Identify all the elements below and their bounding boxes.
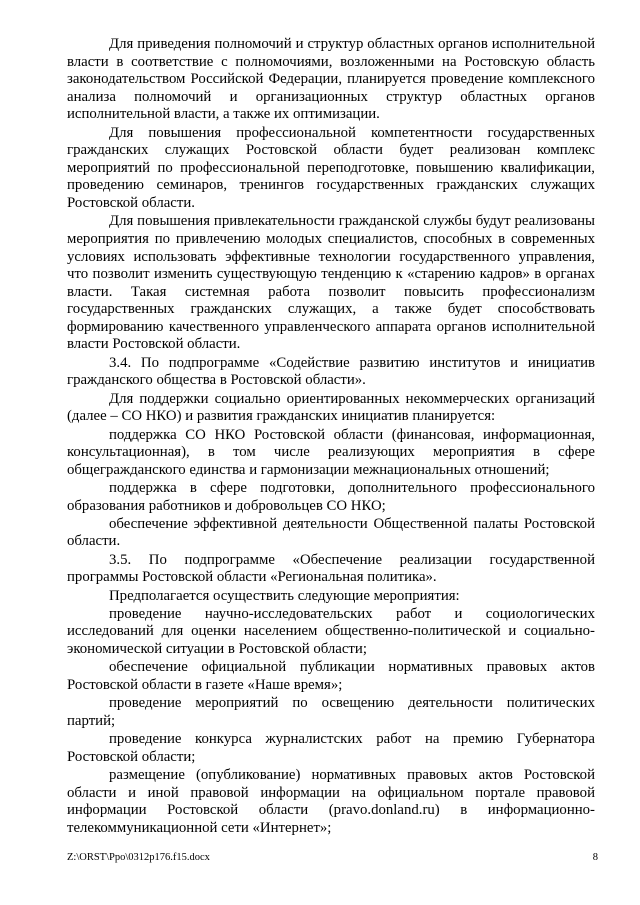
list-item: обеспечение официальной публикации нормативных правовых актов Ростовской области в газете «Наше время»; bbox=[67, 659, 595, 693]
footer-file-path: Z:\ORST\Ppo\0312p176.f15.docx bbox=[67, 852, 210, 863]
list-item: проведение мероприятий по освещению деятельности политических партий; bbox=[67, 695, 595, 729]
list-item: поддержка в сфере подготовки, дополнительного профессионального образования работников и добровольцев СО НКО; bbox=[67, 479, 595, 514]
section-heading-3-5: 3.5. По подпрограмме «Обеспечение реализации государственной программы Ростовской области «Региональная политика». bbox=[67, 551, 595, 586]
list-item: обеспечение эффективной деятельности Общественной палаты Ростовской области. bbox=[67, 515, 595, 550]
list-item: проведение конкурса журналистских работ на премию Губернатора Ростовской области; bbox=[67, 731, 595, 765]
section-heading-3-4: 3.4. По подпрограмме «Содействие развитию институтов и инициатив гражданского общества в Ростовской области». bbox=[67, 354, 595, 389]
list-item: размещение (опубликование) нормативных правовых актов Ростовской области и иной правовой информации на официальном портале правовой информации Ростовской области (pravo.donland.ru) в информационно-телекоммуникационной сети «Интернет»; bbox=[67, 766, 595, 836]
paragraph: Предполагается осуществить следующие мероприятия: bbox=[109, 587, 460, 604]
document-body bbox=[67, 36, 595, 838]
paragraph: Для поддержки социально ориентированных некоммерческих организаций (далее – СО НКО) и развития гражданских инициатив планируется: bbox=[67, 390, 595, 425]
page-number: 8 bbox=[592, 852, 598, 863]
list-item: поддержка СО НКО Ростовской области (финансовая, информационная, консультационная), в том числе реализующих мероприятия в сфере общегражданского единства и гармонизации межнациональных отношений; bbox=[67, 426, 595, 478]
list-item: проведение научно-исследовательских работ и социологических исследований для оценки населением общественно-политической и социально-экономической ситуации в Ростовской области; bbox=[67, 605, 595, 658]
paragraph: Для приведения полномочий и структур областных органов исполнительной власти в соответствие с полномочиями, возложенными на Ростовскую область законодательством Российской Федерации, планируется проведение комплексного анализа полномочий и организационных структур областных органов исполнительной власти, а также их оптимизации. bbox=[67, 36, 595, 123]
paragraph: Для повышения привлекательности гражданской службы будут реализованы мероприятия по привлечению молодых специалистов, способных в современных условиях использовать эффективные технологии государственного управления, что позволит изменить существующую тенденцию к «старению кадров» в органах власти. Такая системная работа позволит повысить профессионализм государственных гражданских служащих, а также будет способствовать формированию качественного управленческого аппарата органов исполнительной власти Ростовской области. bbox=[67, 213, 595, 353]
paragraph: Для повышения профессиональной компетентности государственных гражданских служащих Ростовской области будет реализован комплекс мероприятий по профессиональной переподготовке, повышению квалификации, проведению семинаров, тренингов государственных гражданских служащих Ростовской области. bbox=[67, 124, 595, 212]
